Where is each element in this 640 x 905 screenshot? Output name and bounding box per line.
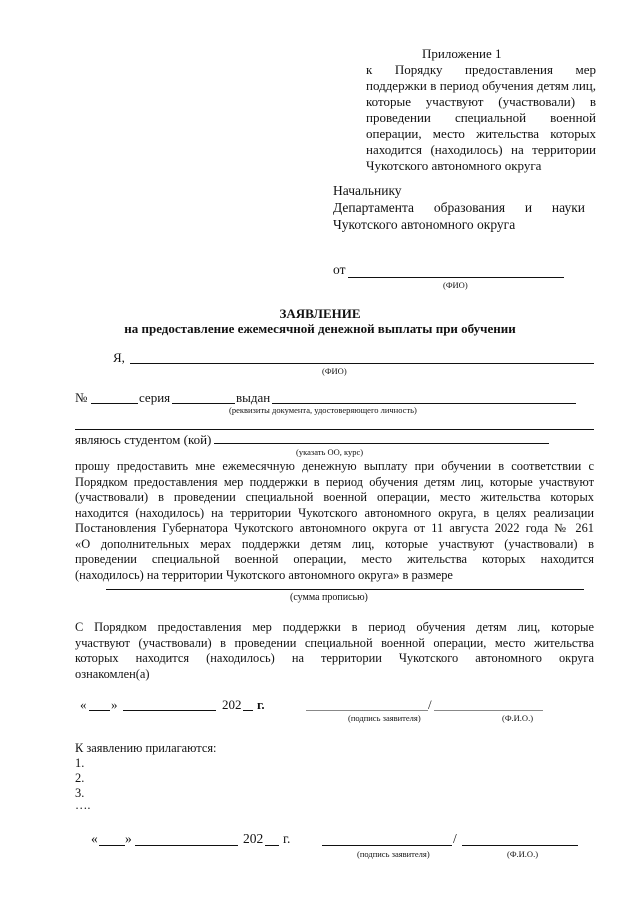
document-subtitle: на предоставление ежемесячной денежной выплаты при обучении (124, 321, 516, 336)
day-field[interactable] (89, 710, 110, 711)
applicant-name-field[interactable] (462, 845, 578, 846)
appendix-line: проведении специальной военной (366, 110, 596, 125)
applicant-fio-hint: (ФИО) (322, 366, 347, 376)
quote-close: » (111, 697, 118, 712)
applicant-signature-field[interactable] (322, 845, 452, 846)
attachment-item: 3. (75, 786, 85, 800)
year-prefix: 202 (243, 831, 264, 846)
year-field[interactable] (265, 845, 279, 846)
day-field[interactable] (99, 845, 125, 846)
i-label: Я, (113, 350, 125, 365)
appendix-line: к Порядку предоставления мер (366, 62, 596, 77)
year-prefix: 202 (222, 697, 242, 712)
sum-hint: (сумма прописью) (290, 592, 368, 603)
from-fio-hint: (ФИО) (443, 280, 468, 290)
request-line: (участвовали) в проведении специальной военной операции, место жительства которых (75, 490, 594, 504)
ack-line: участвуют (участвовали) в проведении специальной военной операции, место жительства (75, 635, 594, 650)
year-suffix: г. (283, 831, 291, 846)
slash: / (428, 697, 432, 712)
addressee-line3: Чукотского автономного округа (333, 217, 516, 232)
attachment-item: 1. (75, 756, 85, 770)
appendix-title: Приложение 1 (422, 46, 502, 61)
addressee-line2: Департамента образования и науки (333, 200, 585, 215)
request-line: прошу предоставить мне ежемесячную денежную выплату при обучении в соответствии с (75, 459, 594, 473)
ack-line-last: ознакомлен(а) (75, 666, 150, 681)
series-label: серия (139, 390, 171, 405)
student-hint: (указать ОО, курс) (296, 447, 364, 457)
applicant-signature-field[interactable] (306, 710, 428, 711)
addressee-line1: Начальнику (333, 183, 402, 198)
number-label: № (75, 390, 88, 405)
attachments-title: К заявлению прилагаются: (75, 741, 217, 755)
request-line: находится (находилось) на территории Чукотского автономного округа, в целях реализации (75, 505, 594, 520)
request-line: Постановления Губернатора Чукотского автономного округа от 11 августа 2022 года № 261 (75, 521, 594, 535)
quote-close: » (125, 831, 132, 846)
applicant-fio-field[interactable] (130, 363, 594, 364)
request-line: Порядком предоставления мер поддержки в период обучения детям лиц, которые участвуют (75, 474, 594, 489)
appendix-line: поддержки в период обучения детям лиц, (366, 78, 596, 93)
issued-label: выдан (236, 390, 271, 405)
request-line-last: (находилось) на территории Чукотского автономного округа» в размере (75, 567, 453, 582)
doc-hint: (реквизиты документа, удостоверяющего личность) (229, 405, 417, 415)
applicant-name-field[interactable] (434, 710, 543, 711)
doc-number-field[interactable] (91, 403, 138, 404)
amount-in-words-field[interactable] (106, 589, 584, 590)
attachment-item: 2. (75, 771, 85, 785)
from-label: от (333, 262, 346, 277)
ack-line: С Порядком предоставления мер поддержки в период обучения детям лиц, которые (75, 620, 594, 634)
doc-continuation-field[interactable] (75, 429, 594, 430)
from-fio-field[interactable] (348, 277, 564, 278)
doc-issued-field[interactable] (272, 403, 576, 404)
quote-open: « (91, 831, 98, 846)
month-field[interactable] (123, 710, 216, 711)
year-suffix: г. (257, 697, 265, 712)
year-field[interactable] (243, 710, 253, 711)
request-line: проведении специальной военной операции, место жительства которых находится (75, 552, 594, 566)
appendix-line: Чукотского автономного округа (366, 158, 542, 173)
request-line: «О дополнительных мерах поддержки детям лиц, которые участвуют (участвовали) в (75, 536, 594, 551)
fio-hint: (Ф.И.О.) (507, 849, 539, 859)
attachment-item: …. (75, 798, 91, 812)
student-field[interactable] (214, 443, 549, 444)
appendix-line: операции, место жительства которых (366, 126, 596, 141)
doc-series-field[interactable] (172, 403, 235, 404)
ack-line: которых находится (находилось) на территории Чукотского автономного округа (75, 651, 594, 665)
quote-open: « (80, 697, 87, 712)
slash: / (453, 831, 457, 846)
appendix-line: которые участвуют (участвовали) в (366, 94, 596, 109)
fio-hint: (Ф.И.О.) (502, 713, 534, 723)
document-title: ЗАЯВЛЕНИЕ (279, 306, 361, 321)
month-field[interactable] (135, 845, 238, 846)
sign-hint: (подпись заявителя) (348, 713, 421, 723)
sign-hint: (подпись заявителя) (357, 849, 430, 859)
student-label: являюсь студентом (кой) (75, 432, 212, 447)
appendix-line: находится (находилось) на территории (366, 142, 596, 157)
